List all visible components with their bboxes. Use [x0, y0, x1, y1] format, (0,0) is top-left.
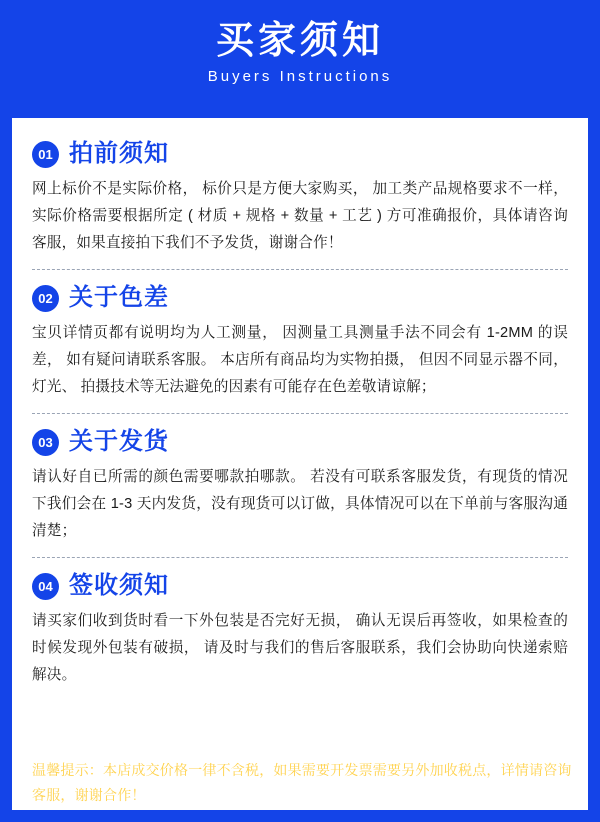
- section-title: 关于色差: [69, 284, 169, 311]
- section-header: [32, 428, 568, 456]
- section-divider: [32, 269, 568, 270]
- section-header: [32, 140, 568, 168]
- section-body: 请买家们收到货时看一下外包装是否完好无损， 确认无误后再签收，如果检查的时候发现外包装有破损， 请及时与我们的售后客服联系，我们会协助向快递索赔解决。: [32, 613, 568, 683]
- section-header: [32, 284, 568, 312]
- page-header: [0, 0, 600, 88]
- section-title: 关于发货: [69, 428, 169, 455]
- section-color-difference: [32, 284, 568, 401]
- section-receipt: [32, 572, 568, 689]
- instructions-card: [12, 118, 588, 810]
- section-number-badge: 02: [32, 285, 59, 312]
- footer-note: 温馨提示：本店成交价格一律不含税，如果需要开发票需要另外加收税点，详情请咨询客服，谢谢合作！: [32, 762, 572, 803]
- page-subtitle: Buyers Instructions: [207, 68, 393, 85]
- section-divider: [32, 413, 568, 414]
- section-divider: [32, 557, 568, 558]
- section-number-badge: 03: [32, 429, 59, 456]
- section-title: 拍前须知: [69, 140, 169, 167]
- section-body: 宝贝详情页都有说明均为人工测量， 因测量工具测量手法不同会有 1-2MM 的误差， 如有疑问请联系客服。 本店所有商品均为实物拍摄， 但因不同显示器不同，灯光、 拍摄技术等无法避免的因素有可能存在色差敬请谅解；: [32, 325, 568, 395]
- section-number-badge: 01: [32, 141, 59, 168]
- section-title: 签收须知: [69, 572, 169, 599]
- section-shipping: [32, 428, 568, 545]
- section-body: 请认好自已所需的颜色需要哪款拍哪款。 若没有可联系客服发货，有现货的情况下我们会在 1-3 天内发货，没有现货可以订做，具体情况可以在下单前与客服沟通清楚；: [32, 469, 568, 539]
- section-number-badge: 04: [32, 573, 59, 600]
- section-body: 网上标价不是实际价格， 标价只是方便大家购买， 加工类产品规格要求不一样， 实际价格需要根据所定 ( 材质 + 规格 + 数量 + 工艺 ) 方可准确报价，具体请咨询客服，如果直接拍下我们不予发货，谢谢合作！: [32, 181, 568, 251]
- section-header: [32, 572, 568, 600]
- page-title: 买家须知: [215, 20, 384, 62]
- section-pre-order: [32, 140, 568, 257]
